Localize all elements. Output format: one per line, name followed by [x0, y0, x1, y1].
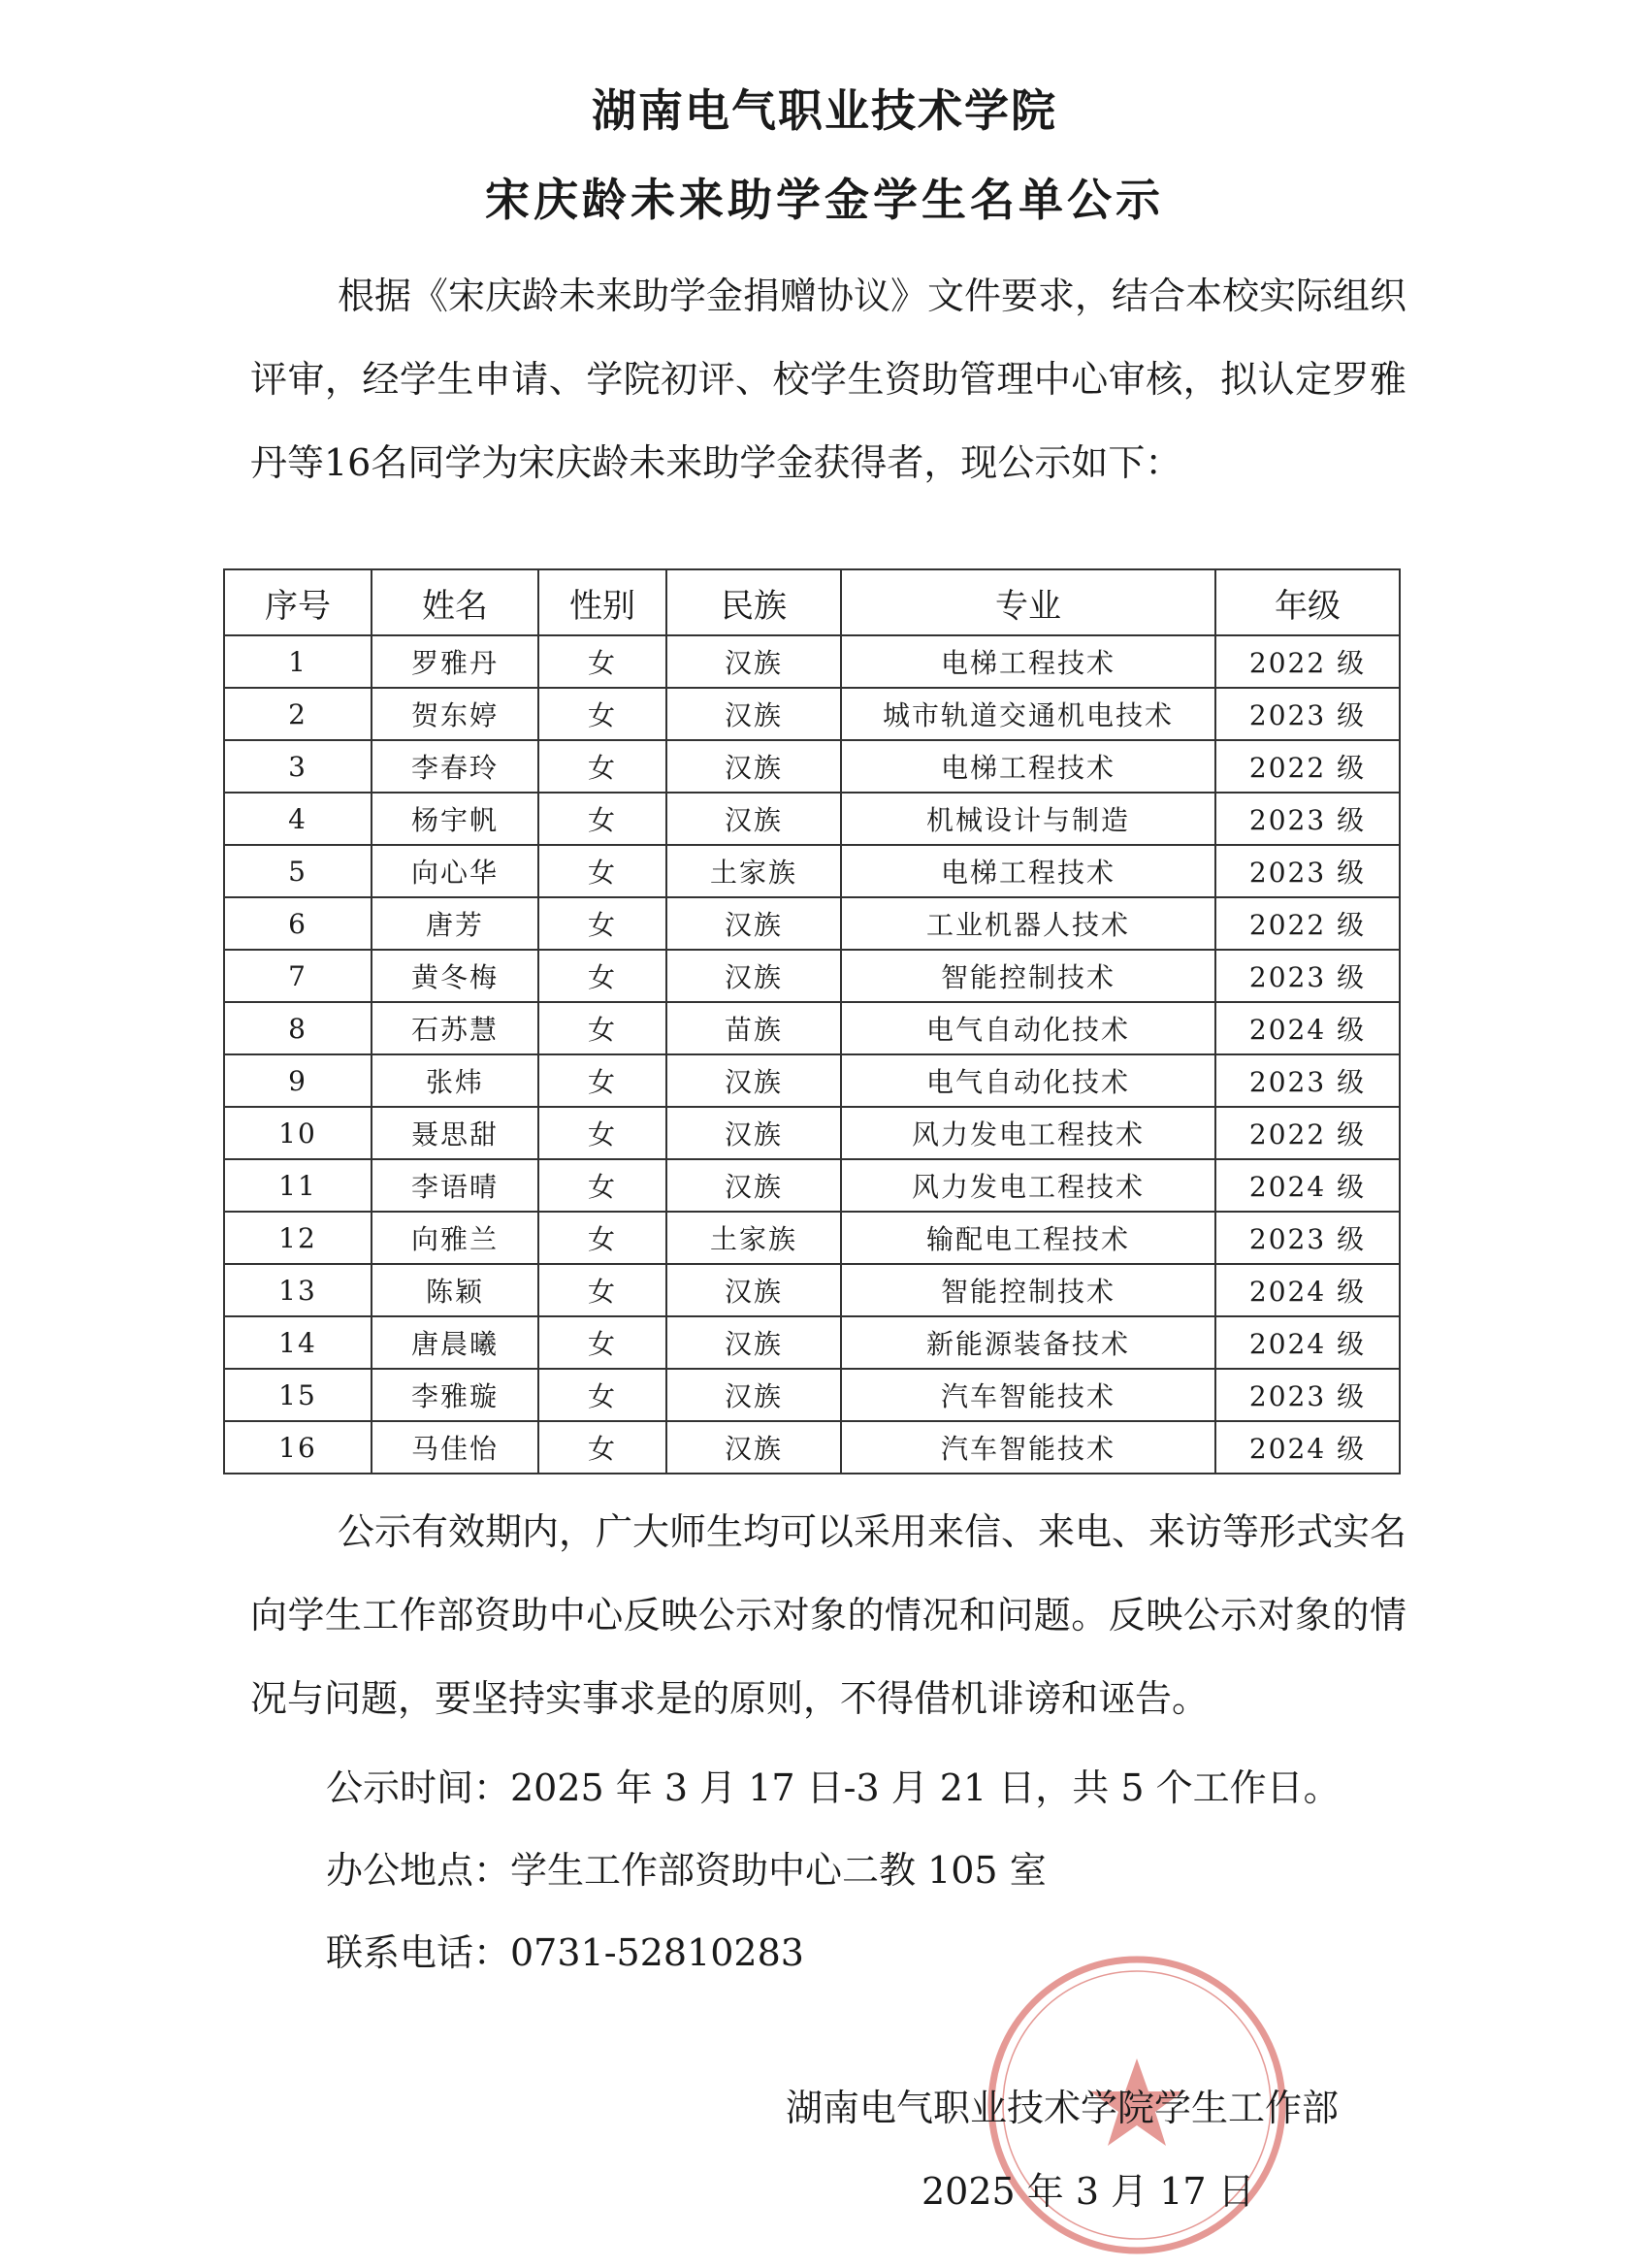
cell-ethnicity: 汉族	[666, 1107, 841, 1159]
signature-department: 湖南电气职业技术学院学生工作部	[786, 2087, 1340, 2129]
table-row	[224, 740, 1400, 793]
cell-gender: 女	[538, 1054, 666, 1107]
cell-ethnicity: 汉族	[666, 793, 841, 845]
cell-name: 石苏慧	[372, 1002, 538, 1054]
cell-ethnicity: 汉族	[666, 1316, 841, 1369]
cell-gender: 女	[538, 1369, 666, 1421]
cell-name: 李语晴	[372, 1159, 538, 1212]
cell-gender: 女	[538, 1316, 666, 1369]
cell-ethnicity: 汉族	[666, 897, 841, 950]
cell-ethnicity: 汉族	[666, 1264, 841, 1316]
cell-grade: 2023 级	[1215, 688, 1400, 740]
cell-gender: 女	[538, 897, 666, 950]
cell-grade: 2024 级	[1215, 1421, 1400, 1474]
cell-name: 罗雅丹	[372, 635, 538, 688]
table-row	[224, 897, 1400, 950]
cell-major: 汽车智能技术	[841, 1369, 1215, 1421]
header-index: 序号	[224, 569, 372, 635]
cell-grade: 2022 级	[1215, 635, 1400, 688]
notice-period: 公示时间：2025 年 3 月 17 日-3 月 21 日，共 5 个工作日。	[326, 1766, 1341, 1809]
cell-ethnicity: 汉族	[666, 1369, 841, 1421]
cell-gender: 女	[538, 635, 666, 688]
cell-index: 2	[224, 688, 372, 740]
cell-index: 5	[224, 845, 372, 897]
cell-ethnicity: 汉族	[666, 1054, 841, 1107]
cell-major: 电气自动化技术	[841, 1054, 1215, 1107]
header-major: 专业	[841, 569, 1215, 635]
cell-name: 张炜	[372, 1054, 538, 1107]
cell-name: 马佳怡	[372, 1421, 538, 1474]
cell-major: 新能源装备技术	[841, 1316, 1215, 1369]
cell-gender: 女	[538, 1159, 666, 1212]
cell-index: 7	[224, 950, 372, 1002]
table-row	[224, 1421, 1400, 1474]
header-ethnicity: 民族	[666, 569, 841, 635]
cell-index: 16	[224, 1421, 372, 1474]
cell-index: 3	[224, 740, 372, 793]
cell-ethnicity: 汉族	[666, 688, 841, 740]
cell-gender: 女	[538, 1421, 666, 1474]
table-row	[224, 1264, 1400, 1316]
cell-name: 向雅兰	[372, 1212, 538, 1264]
cell-name: 黄冬梅	[372, 950, 538, 1002]
signature-date: 2025 年 3 月 17 日	[922, 2170, 1255, 2213]
cell-grade: 2023 级	[1215, 793, 1400, 845]
cell-major: 电气自动化技术	[841, 1002, 1215, 1054]
cell-name: 李雅璇	[372, 1369, 538, 1421]
cell-major: 电梯工程技术	[841, 635, 1215, 688]
cell-gender: 女	[538, 688, 666, 740]
cell-gender: 女	[538, 740, 666, 793]
cell-grade: 2024 级	[1215, 1316, 1400, 1369]
cell-name: 陈颖	[372, 1264, 538, 1316]
cell-major: 汽车智能技术	[841, 1421, 1215, 1474]
table-header-row	[224, 569, 1400, 635]
table-row	[224, 1369, 1400, 1421]
cell-name: 李春玲	[372, 740, 538, 793]
cell-name: 杨宇帆	[372, 793, 538, 845]
cell-gender: 女	[538, 1212, 666, 1264]
cell-ethnicity: 土家族	[666, 1212, 841, 1264]
cell-name: 唐芳	[372, 897, 538, 950]
table-row	[224, 845, 1400, 897]
table-row	[224, 635, 1400, 688]
cell-grade: 2024 级	[1215, 1002, 1400, 1054]
table-row	[224, 950, 1400, 1002]
table-row	[224, 1316, 1400, 1369]
notice-paragraph: 公示有效期内，广大师生均可以采用来信、来电、来访等形式实名向学生工作部资助中心反映公示对象的情况和问题。反映公示对象的情况与问题，要坚持实事求是的原则，不得借机诽谤和诬告。	[250, 1510, 1407, 1720]
cell-grade: 2022 级	[1215, 897, 1400, 950]
table-row	[224, 1054, 1400, 1107]
document-title: 湖南电气职业技术学院	[592, 84, 1057, 137]
cell-index: 11	[224, 1159, 372, 1212]
cell-grade: 2023 级	[1215, 1054, 1400, 1107]
cell-index: 1	[224, 635, 372, 688]
document-subtitle: 宋庆龄未来助学金学生名单公示	[485, 174, 1164, 226]
cell-index: 8	[224, 1002, 372, 1054]
cell-index: 9	[224, 1054, 372, 1107]
cell-ethnicity: 汉族	[666, 1421, 841, 1474]
cell-major: 电梯工程技术	[841, 740, 1215, 793]
header-name: 姓名	[372, 569, 538, 635]
cell-gender: 女	[538, 845, 666, 897]
cell-major: 风力发电工程技术	[841, 1107, 1215, 1159]
cell-grade: 2023 级	[1215, 845, 1400, 897]
cell-grade: 2023 级	[1215, 1369, 1400, 1421]
student-table	[223, 568, 1401, 1474]
cell-index: 13	[224, 1264, 372, 1316]
cell-major: 输配电工程技术	[841, 1212, 1215, 1264]
cell-index: 12	[224, 1212, 372, 1264]
table-row	[224, 1107, 1400, 1159]
header-gender: 性别	[538, 569, 666, 635]
cell-ethnicity: 汉族	[666, 740, 841, 793]
cell-index: 10	[224, 1107, 372, 1159]
cell-ethnicity: 土家族	[666, 845, 841, 897]
cell-major: 智能控制技术	[841, 1264, 1215, 1316]
table-row	[224, 793, 1400, 845]
table-row	[224, 1002, 1400, 1054]
cell-grade: 2022 级	[1215, 740, 1400, 793]
cell-gender: 女	[538, 793, 666, 845]
cell-index: 15	[224, 1369, 372, 1421]
cell-name: 唐晨曦	[372, 1316, 538, 1369]
cell-major: 工业机器人技术	[841, 897, 1215, 950]
cell-major: 电梯工程技术	[841, 845, 1215, 897]
cell-gender: 女	[538, 1264, 666, 1316]
cell-index: 4	[224, 793, 372, 845]
intro-paragraph: 根据《宋庆龄未来助学金捐赠协议》文件要求，结合本校实际组织评审，经学生申请、学院初评、校学生资助管理中心审核，拟认定罗雅丹等16名同学为宋庆龄未来助学金获得者，现公示如下：	[250, 275, 1407, 484]
header-grade: 年级	[1215, 569, 1400, 635]
cell-grade: 2022 级	[1215, 1107, 1400, 1159]
cell-major: 机械设计与制造	[841, 793, 1215, 845]
cell-grade: 2023 级	[1215, 1212, 1400, 1264]
office-location: 办公地点：学生工作部资助中心二教 105 室	[326, 1849, 1047, 1892]
cell-grade: 2024 级	[1215, 1264, 1400, 1316]
cell-name: 聂思甜	[372, 1107, 538, 1159]
cell-gender: 女	[538, 1002, 666, 1054]
table-row	[224, 1159, 1400, 1212]
cell-grade: 2024 级	[1215, 1159, 1400, 1212]
cell-index: 14	[224, 1316, 372, 1369]
cell-gender: 女	[538, 950, 666, 1002]
cell-ethnicity: 汉族	[666, 635, 841, 688]
cell-name: 向心华	[372, 845, 538, 897]
cell-gender: 女	[538, 1107, 666, 1159]
cell-ethnicity: 汉族	[666, 1159, 841, 1212]
cell-major: 城市轨道交通机电技术	[841, 688, 1215, 740]
cell-grade: 2023 级	[1215, 950, 1400, 1002]
cell-ethnicity: 汉族	[666, 950, 841, 1002]
table-row	[224, 1212, 1400, 1264]
cell-name: 贺东婷	[372, 688, 538, 740]
table-row	[224, 688, 1400, 740]
cell-index: 6	[224, 897, 372, 950]
table-body	[224, 635, 1400, 1474]
cell-major: 智能控制技术	[841, 950, 1215, 1002]
contact-phone: 联系电话：0731-52810283	[326, 1931, 804, 1974]
cell-major: 风力发电工程技术	[841, 1159, 1215, 1212]
cell-ethnicity: 苗族	[666, 1002, 841, 1054]
